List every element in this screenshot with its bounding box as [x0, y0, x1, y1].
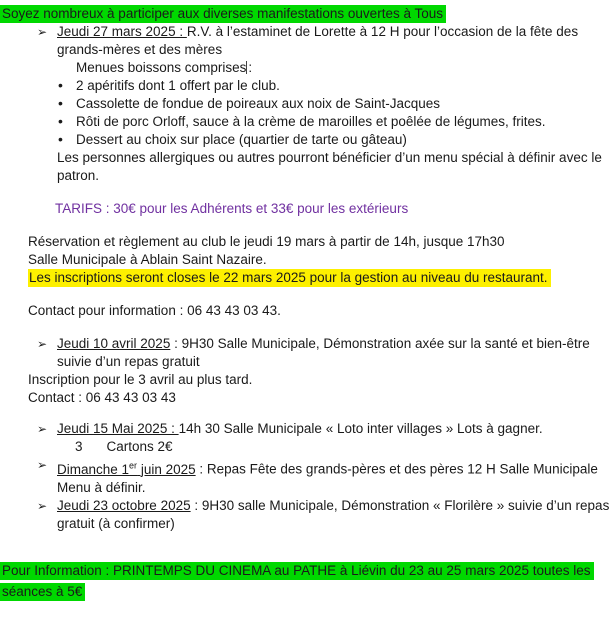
arrow-bullet-icon: ➢ [37, 498, 48, 513]
event5-date: Jeudi 23 octobre 2025 [57, 497, 191, 513]
event3-line1 [0, 420, 611, 438]
arrow-bullet-icon: ➢ [37, 337, 48, 351]
event3-line2 [0, 438, 611, 456]
arrow-bullet-icon: ➢ [37, 25, 48, 39]
event1-note-line2: patron. [57, 168, 100, 183]
event3-cartons-price: Cartons 2€ [106, 439, 173, 454]
tarifs-line: TARIFS : 30€ pour les Adhérents et 33€ pour les extérieurs [55, 201, 409, 216]
event5-line1 [0, 497, 611, 515]
dot-bullet-icon: • [58, 113, 63, 129]
event4-line1 [0, 456, 611, 479]
event3-cartons-count: 3 [75, 439, 83, 454]
event1-sub-colon: : [248, 60, 253, 75]
event5-line2: gratuit (à confirmer) [57, 515, 175, 531]
dot-bullet-icon: • [58, 95, 63, 111]
event2-line2: suivie d’un repas gratuit [57, 354, 200, 369]
reservation-line1: Réservation et règlement au club le jeudi 19 mars à partir de 14h, jusque 17h30 [28, 234, 505, 249]
reservation-line2: Salle Municipale à Ablain Saint Nazaire. [28, 252, 267, 267]
dot-bullet-icon: • [58, 131, 63, 147]
spacer [0, 287, 611, 302]
menu-item-text: Dessert au choix sur place (quartier de tarte ou gâteau) [76, 132, 407, 147]
deadline-text: Les inscriptions seront closes le 22 mars 2025 pour la gestion au niveau du restaurant. [29, 270, 548, 285]
spacer [0, 533, 611, 560]
footer-text-2: séances à 5€ [2, 583, 83, 599]
event2-line1-rest: : 9H30 Salle Municipale, Démonstration axée sur la santé et bien-être [170, 336, 590, 351]
footer-text-1: Pour Information : PRINTEMPS DU CINEMA au PATHE à Liévin du 23 au 25 mars 2025 toutes les [2, 562, 591, 578]
event3-date: Jeudi 15 Mai 2025 : [57, 421, 179, 436]
event4-date: Dimanche 1er juin 2025 [57, 460, 196, 477]
deadline-highlight [28, 269, 551, 287]
event1-line1 [0, 23, 611, 41]
footer-line2 [0, 581, 611, 602]
menu-item-text: Cassolette de fondue de poireaux aux noix de Saint-Jacques [76, 96, 440, 111]
footer-highlight-1 [0, 562, 594, 580]
event3-line1-rest: 14h 30 Salle Municipale « Loto inter villages » Lots à gagner. [178, 421, 543, 436]
event1-note-line1: Les personnes allergiques ou autres pourront bénéficier d’un menu spécial à définir avec le [57, 150, 602, 165]
footer-highlight-2 [0, 583, 85, 601]
event1-line2: grands-mères et des mères [57, 42, 223, 57]
event2-line1 [0, 335, 611, 353]
footer-line1 [0, 560, 611, 581]
menu-item [0, 131, 611, 149]
document-page [0, 5, 611, 602]
header-highlight [0, 5, 446, 23]
event1-sub-label: Menues boissons comprises [76, 60, 247, 75]
header-text: Soyez nombreux à participer aux diverses manifestations ouvertes à Tous [2, 6, 443, 21]
reservation-deadline-line [0, 269, 611, 287]
spacer [0, 218, 611, 233]
menu-item [0, 95, 611, 113]
event4-line1-rest: : Repas Fête des grands-pères et des pères 12 H Salle Municipale [195, 461, 598, 477]
event2-date: Jeudi 10 avril 2025 [57, 336, 171, 351]
arrow-bullet-icon: ➢ [37, 422, 48, 436]
menu-item-text: Rôti de porc Orloff, sauce à la crème de maroilles et poêlée de légumes, frites. [76, 114, 546, 129]
event1-subheading [0, 59, 611, 77]
dot-bullet-icon: • [58, 77, 63, 93]
spacer [0, 185, 611, 200]
event5-line1-rest: : 9H30 salle Municipale, Démonstration « Florilère » suivie d’un repas [190, 497, 610, 513]
header-line [0, 5, 611, 23]
menu-item [0, 113, 611, 131]
arrow-bullet-icon: ➢ [37, 458, 48, 472]
spacer [0, 320, 611, 335]
contact-info-line: Contact pour information : 06 43 43 03 43. [28, 303, 281, 318]
event1-line1-rest: R.V. à l’estaminet de Lorette à 12 H pour l’occasion de la fête des [186, 24, 579, 39]
menu-item [0, 77, 611, 95]
event4-line2: Menu à définir. [57, 479, 146, 495]
ordinal-superscript: er [129, 460, 138, 470]
spacer [0, 407, 611, 420]
event2-inscription: Inscription pour le 3 avril au plus tard. [28, 372, 253, 387]
event1-date: Jeudi 27 mars 2025 : [57, 24, 187, 39]
menu-item-text: 2 apéritifs dont 1 offert par le club. [76, 78, 280, 93]
event2-contact: Contact : 06 43 43 03 43 [28, 390, 176, 405]
